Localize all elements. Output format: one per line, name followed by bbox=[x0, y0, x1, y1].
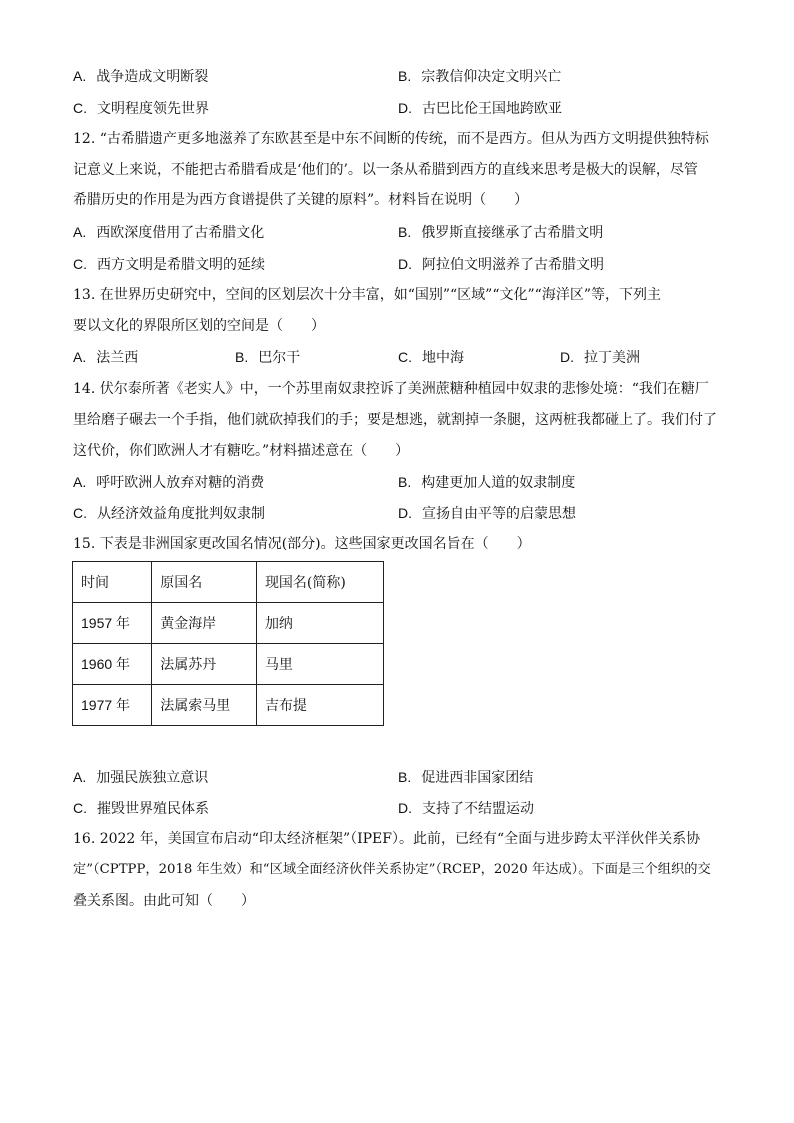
q14-option-a[interactable]: A. 呼吁欧洲人放弃对糖的消费 bbox=[73, 474, 265, 491]
table-cell-year: 1960 年 bbox=[73, 644, 152, 685]
q15-options-row-1 bbox=[73, 767, 723, 787]
q13-option-c[interactable]: C. 地中海 bbox=[398, 349, 464, 366]
q11-options-row-1 bbox=[73, 66, 723, 86]
q13-options-row bbox=[73, 347, 723, 367]
table-cell-old-name: 法属索马里 bbox=[152, 685, 257, 726]
q11-option-c[interactable]: C. 文明程度领先世界 bbox=[73, 100, 209, 117]
q12-stem-line-3: 希腊历史的作用是为西方食谱提供了关键的原料”。材料旨在说明（ ） bbox=[73, 192, 529, 208]
q12-option-a[interactable]: A. 西欧深度借用了古希腊文化 bbox=[73, 224, 265, 241]
q12-options-row-2 bbox=[73, 254, 723, 274]
q15-option-a[interactable]: A. 加强民族独立意识 bbox=[73, 769, 209, 786]
q13-stem-line-2: 要以文化的界限所区划的空间是（ ） bbox=[73, 318, 325, 334]
q14-option-b[interactable]: B. 构建更加人道的奴隶制度 bbox=[398, 474, 576, 491]
q12-option-b[interactable]: B. 俄罗斯直接继承了古希腊文明 bbox=[398, 224, 604, 241]
q15-option-b[interactable]: B. 促进西非国家团结 bbox=[398, 769, 534, 786]
q11-option-b[interactable]: B. 宗教信仰决定文明兴亡 bbox=[398, 68, 562, 85]
table-cell-year: 1977 年 bbox=[73, 685, 152, 726]
q16-stem-line-2: 定”（CPTPP，2018 年生效）和“区域全面经济伙伴关系协定”（RCEP，2020 年达成）。下面是三个组织的交 bbox=[73, 862, 711, 877]
q12-option-d[interactable]: D. 阿拉伯文明滋养了古希腊文明 bbox=[398, 256, 604, 273]
q13-stem-line-1: 13. 在世界历史研究中，空间的区划层次十分丰富，如“国别”“区域”“文化”“海洋区”等，下列主 bbox=[73, 287, 661, 303]
q14-option-c[interactable]: C. 从经济效益角度批判奴隶制 bbox=[73, 505, 265, 522]
q13-option-d[interactable]: D. 拉丁美洲 bbox=[560, 349, 640, 366]
q14-option-d[interactable]: D. 宣扬自由平等的启蒙思想 bbox=[398, 505, 576, 522]
q11-options-row-2 bbox=[73, 98, 723, 118]
table-row bbox=[73, 603, 384, 644]
table-cell-old-name: 黄金海岸 bbox=[152, 603, 257, 644]
q11-option-a[interactable]: A. 战争造成文明断裂 bbox=[73, 68, 209, 85]
table-row bbox=[73, 685, 384, 726]
table-header-cell: 现国名(简称) bbox=[256, 562, 383, 603]
q12-stem-line-1: 12. “古希腊遗产更多地滋养了东欧甚至是中东不间断的传统，而不是西方。但从为西方文明提供独特标 bbox=[73, 131, 709, 147]
table-cell-old-name: 法属苏丹 bbox=[152, 644, 257, 685]
country-rename-table bbox=[72, 561, 384, 726]
table-header-cell: 原国名 bbox=[152, 562, 257, 603]
q15-option-c[interactable]: C. 摧毁世界殖民体系 bbox=[73, 800, 209, 817]
q13-option-a[interactable]: A. 法兰西 bbox=[73, 349, 139, 366]
table-cell-new-name: 马里 bbox=[256, 644, 383, 685]
table-cell-new-name: 加纳 bbox=[256, 603, 383, 644]
q14-stem-line-1: 14. 伏尔泰所著《老实人》中，一个苏里南奴隶控诉了美洲蔗糖种植园中奴隶的悲惨处境：“我们在糖厂 bbox=[73, 381, 709, 397]
table-header-row bbox=[73, 562, 384, 603]
q14-options-row-1 bbox=[73, 472, 723, 492]
q14-stem-line-2: 里给磨子碾去一个手指，他们就砍掉我们的手；要是想逃，就割掉一条腿，这两桩我都碰上了。我们付了 bbox=[73, 412, 717, 428]
table-row bbox=[73, 644, 384, 685]
q12-option-c[interactable]: C. 西方文明是希腊文明的延续 bbox=[73, 256, 265, 273]
q14-options-row-2 bbox=[73, 503, 723, 523]
q15-stem: 15. 下表是非洲国家更改国名情况(部分)。这些国家更改国名旨在（ ） bbox=[73, 536, 531, 552]
q12-options-row-1 bbox=[73, 222, 723, 242]
table-header-cell: 时间 bbox=[73, 562, 152, 603]
q16-stem-line-1: 16. 2022 年，美国宣布启动“印太经济框架”（IPEF）。此前，已经有“全面与进步跨太平洋伙伴关系协 bbox=[73, 831, 701, 847]
q15-options-row-2 bbox=[73, 798, 723, 818]
table-cell-new-name: 吉布提 bbox=[256, 685, 383, 726]
q15-option-d[interactable]: D. 支持了不结盟运动 bbox=[398, 800, 534, 817]
q12-stem-line-2: 记意义上来说，不能把古希腊看成是‘他们的’。以一条从希腊到西方的直线来思考是极大的误解，尽管 bbox=[73, 162, 698, 178]
q14-stem-line-3: 这代价，你们欧洲人才有糖吃。”材料描述意在（ ） bbox=[73, 443, 410, 459]
q16-stem-line-3: 叠关系图。由此可知（ ） bbox=[73, 893, 255, 909]
table-cell-year: 1957 年 bbox=[73, 603, 152, 644]
q13-option-b[interactable]: B. 巴尔干 bbox=[235, 349, 301, 366]
q11-option-d[interactable]: D. 古巴比伦王国地跨欧亚 bbox=[398, 100, 562, 117]
